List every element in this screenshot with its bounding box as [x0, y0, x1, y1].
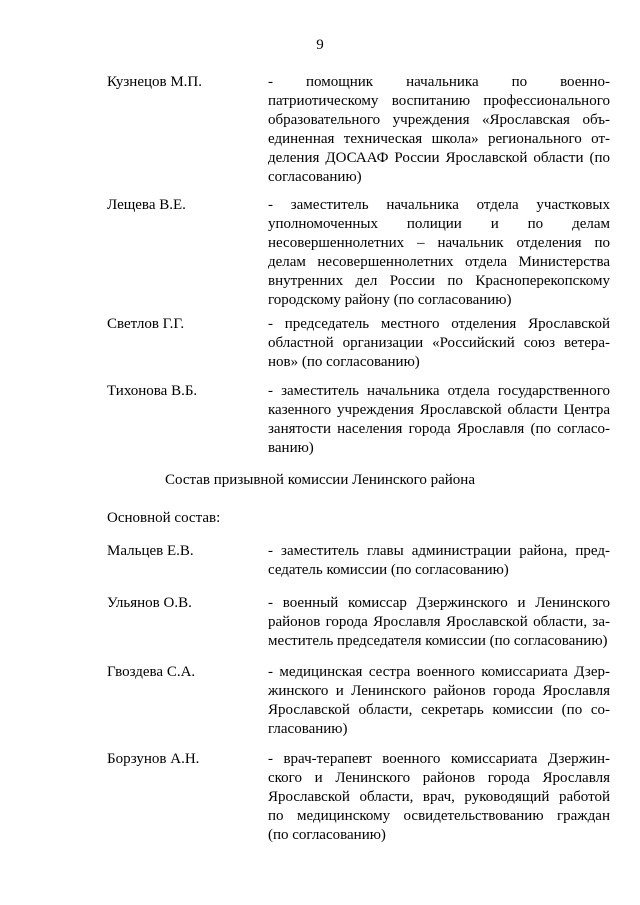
description-line: районов города Ярославля Ярославской области, за- [268, 614, 610, 630]
description-line: (по согласованию) [268, 827, 386, 843]
description-line: патриотическому воспитанию профессионального [268, 93, 610, 109]
description-line: занятости населения города Ярославля (по согласо- [268, 421, 610, 437]
description-line: - заместитель главы администрации района, пред- [268, 543, 610, 559]
description-line: - врач-терапевт военного комиссариата Дзержин- [268, 751, 610, 767]
member-description [268, 196, 610, 310]
member-name: Гвоздева С.А. [107, 664, 196, 680]
description-line: согласованию) [268, 169, 362, 185]
member-name: Светлов Г.Г. [107, 316, 185, 332]
description-line [268, 73, 610, 92]
description-line: Ярославской области, врач, руководящий работой [268, 789, 610, 805]
member-name: Лещева В.Е. [107, 197, 186, 213]
description-line: несовершеннолетних – начальник отделения по [268, 235, 610, 251]
description-line: образовательного учреждения «Ярославская объ- [268, 112, 610, 128]
member-name: Мальцев Е.В. [107, 543, 194, 559]
member-description [268, 73, 610, 187]
description-line: Ярославской области, секретарь комиссии (по со- [268, 702, 610, 718]
member-description [268, 663, 610, 739]
member-name: Тихонова В.Б. [107, 383, 198, 399]
description-line: единенная техническая школа» регионального от- [268, 131, 610, 147]
description-word: помощник [305, 74, 374, 90]
description-line: - заместитель начальника отдела участковых [268, 197, 610, 213]
member-name: Ульянов О.В. [107, 595, 192, 611]
description-line: нов» (по согласованию) [268, 354, 420, 370]
page-number: 9 [316, 37, 324, 53]
member-description [268, 750, 610, 845]
description-line: ванию) [268, 440, 314, 456]
description-word: полиции [406, 216, 462, 232]
description-line: гласованию) [268, 721, 348, 737]
description-line [268, 215, 610, 234]
description-word: по [527, 216, 544, 232]
description-word: - [268, 74, 273, 90]
description-line: седатель комиссии (по согласованию) [268, 562, 509, 578]
description-line: делам несовершеннолетних отдела Министерства [268, 254, 610, 270]
description-line: ского и Ленинского районов города Ярославля [268, 770, 610, 786]
description-line: - медицинская сестра военного комиссариата Дзер- [268, 664, 610, 680]
subsection-label: Основной состав: [107, 510, 221, 526]
description-word: уполномоченных [268, 216, 378, 232]
description-line: - председатель местного отделения Ярославской [268, 316, 610, 332]
member-description [268, 594, 610, 651]
member-name: Борзунов А.Н. [107, 751, 200, 767]
member-name: Кузнецов М.П. [107, 74, 203, 90]
description-line: областной организации «Российский союз ветера- [268, 335, 610, 351]
description-word: по [511, 74, 528, 90]
description-line: по медицинскому освидетельствованию граждан [268, 808, 610, 824]
description-word: начальника [406, 74, 479, 90]
member-description [268, 542, 610, 580]
description-word: делам [572, 216, 610, 232]
description-line: - военный комиссар Дзержинского и Ленинского [268, 595, 610, 611]
description-line: жинского и Ленинского районов города Ярославля [268, 683, 610, 699]
description-line: городскому району (по согласованию) [268, 292, 512, 308]
description-line: казенного учреждения Ярославской области Центра [268, 402, 610, 418]
description-line: меститель председателя комиссии (по согласованию) [268, 633, 608, 649]
description-line: внутренних дел России по Красноперекопскому [268, 273, 610, 289]
member-description [268, 315, 610, 372]
section-title: Состав призывной комиссии Ленинского района [165, 472, 475, 488]
description-word: военно- [560, 74, 610, 90]
description-line: - заместитель начальника отдела государственного [268, 383, 610, 399]
description-line: деления ДОСААФ России Ярославской области (по [268, 150, 610, 166]
description-word: и [490, 216, 499, 232]
member-description [268, 382, 610, 458]
